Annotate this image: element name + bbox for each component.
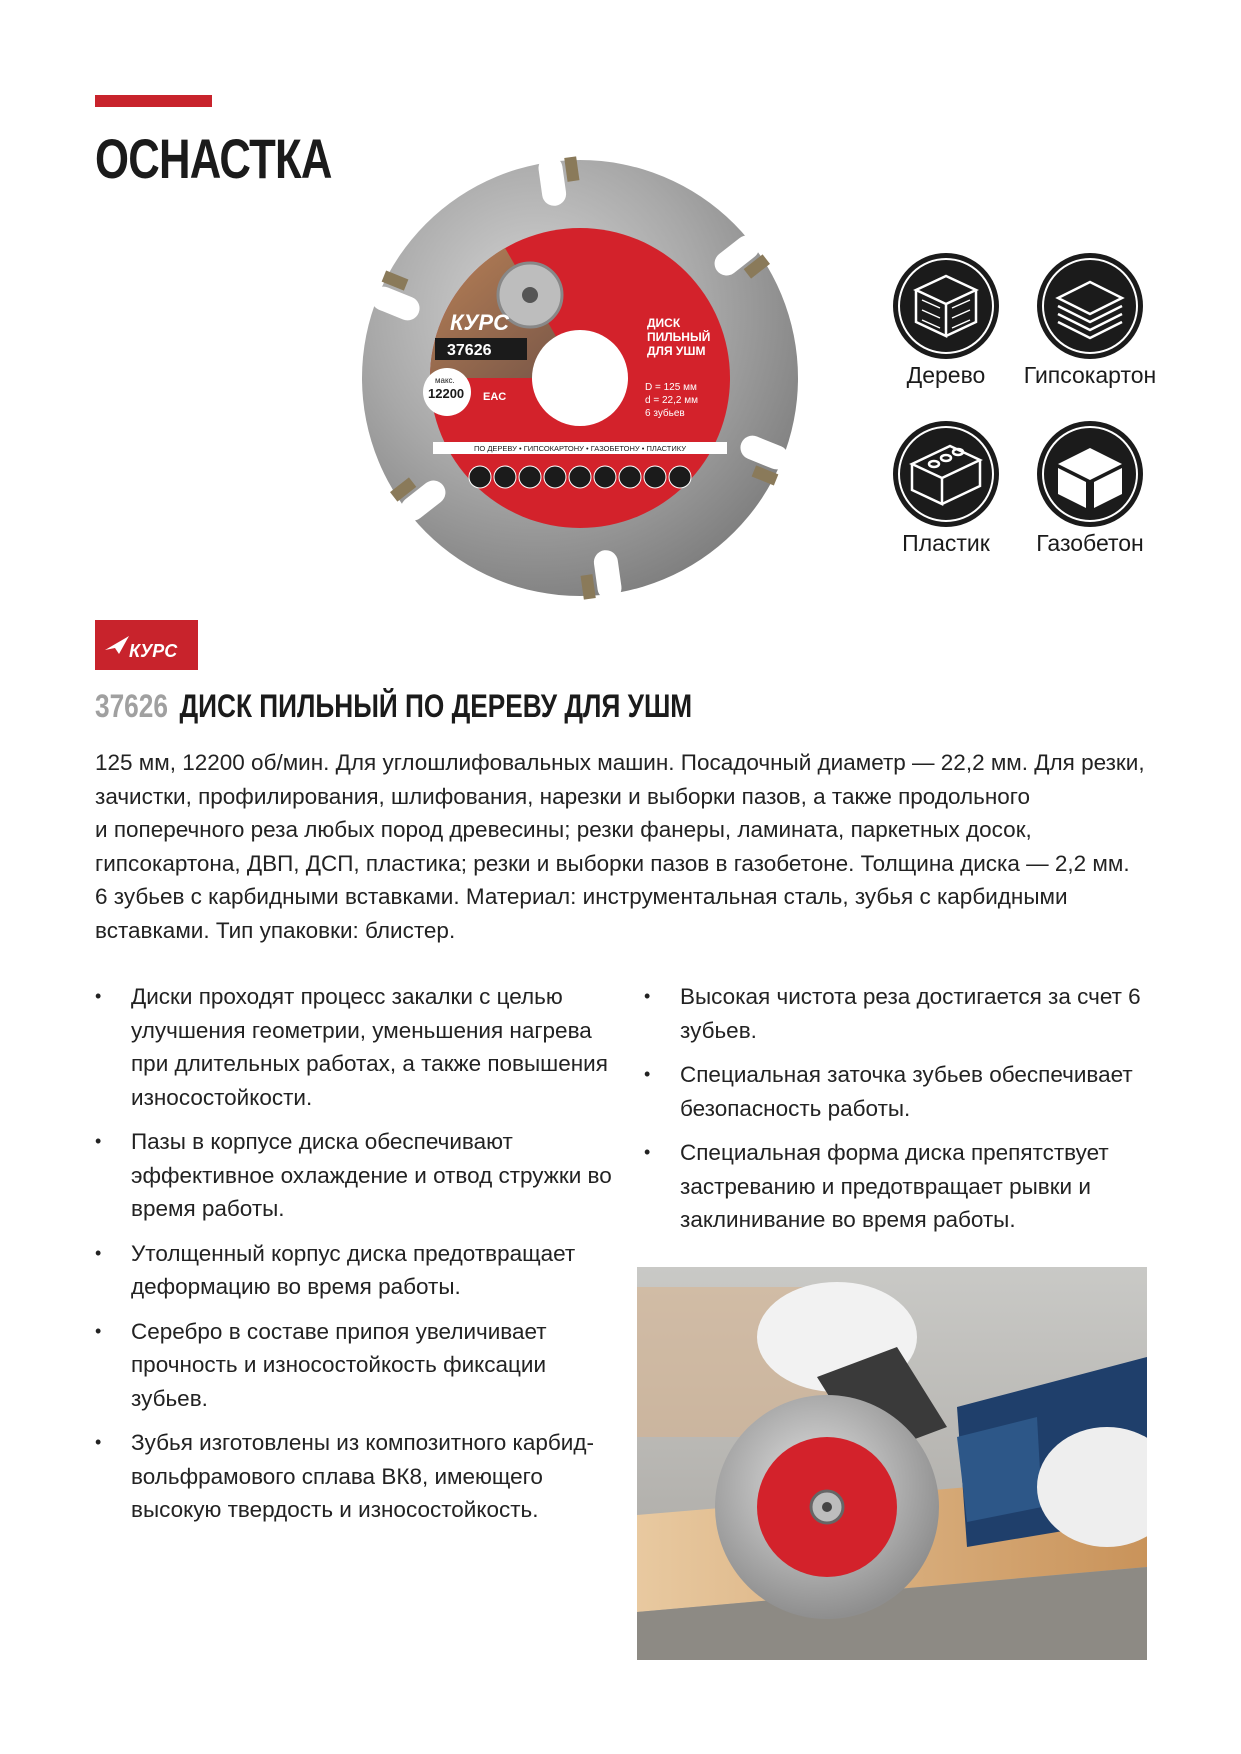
- material-aerated-concrete: [1034, 418, 1146, 535]
- usage-photo: [637, 1267, 1147, 1660]
- product-name: ДИСК ПИЛЬНЫЙ ПО ДЕРЕВУ ДЛЯ УШМ: [179, 688, 693, 724]
- disc-brand-text: КУРС: [450, 310, 509, 335]
- material-plastic: [890, 418, 1002, 535]
- description-line: зачистки, профилирования, шлифования, нарезки и выборки пазов, а также продольного: [95, 783, 1030, 809]
- feature-item: • Зубья изготовлены из композитного карбид-вольфрамового сплава ВК8, имеющего высокую твердость и износостойкость.: [95, 1426, 615, 1527]
- product-description: [95, 746, 1165, 947]
- feature-item: • Серебро в составе припоя увеличивает прочность и износостойкость фиксации зубьев.: [95, 1315, 615, 1416]
- brand-logo: [95, 620, 198, 670]
- description-line: 125 мм, 12200 об/мин. Для углошлифовальных машин. Посадочный диаметр — 22,2 мм. Для резки,: [95, 750, 1145, 775]
- plastic-icon: [890, 418, 1002, 530]
- disc-name-line1: ДИСК: [647, 316, 681, 330]
- feature-item: • Высокая чистота реза достигается за счет 6 зубьев.: [644, 980, 1164, 1047]
- disc-spec3: 6 зубьев: [645, 408, 685, 419]
- feature-item: • Пазы в корпусе диска обеспечивают эффективное охлаждение и отвод стружки во время работы.: [95, 1125, 615, 1226]
- product-heading: [95, 688, 692, 725]
- accent-bar: [95, 95, 212, 107]
- disc-spec2: d = 22,2 мм: [645, 395, 698, 406]
- material-label: Газобетон: [1036, 530, 1144, 556]
- eac-mark: EAC: [483, 391, 507, 403]
- kurs-logo-icon: [95, 620, 198, 670]
- aerated-concrete-icon: [1034, 418, 1146, 530]
- material-label: Пластик: [902, 530, 990, 556]
- feature-item: • Диски проходят процесс закалки с целью улучшения геометрии, уменьшения нагрева при длительных работах, а также повышения износостойкости.: [95, 980, 615, 1114]
- feature-item: • Утолщенный корпус диска предотвращает деформацию во время работы.: [95, 1237, 615, 1304]
- material-wood: [890, 250, 1002, 367]
- description-line: гипсокартона, ДВП, ДСП, пластика; резки и выборки пазов в газобетоне. Толщина диска — 2,2 мм.: [95, 850, 1130, 876]
- rpm-badge-value: 12200: [428, 386, 465, 401]
- features-right: [644, 980, 1164, 1248]
- brand-logo-text: КУРС: [129, 641, 178, 661]
- wood-icon: [890, 250, 1002, 362]
- disc-material-strip: ПО ДЕРЕВУ • ГИПСОКАРТОНУ • ГАЗОБЕТОНУ • ПЛАСТИКУ: [474, 444, 686, 453]
- disc-name-line3: ДЛЯ УШМ: [647, 344, 706, 358]
- description-line: 6 зубьев с карбидными вставками. Материал: инструментальная сталь, зубья с карбидными: [95, 884, 1068, 909]
- feature-item: • Специальная форма диска препятствует застреванию и предотвращает рывки и заклинивание во время работы.: [644, 1136, 1164, 1237]
- disc-spec1: D = 125 мм: [645, 382, 697, 393]
- description-line: и поперечного реза любых пород древесины; резки фанеры, ламината, паркетных досок,: [95, 817, 1032, 842]
- features-left: [95, 980, 615, 1538]
- material-label: Гипсокартон: [1023, 362, 1157, 388]
- disc-code-text: 37626: [447, 342, 492, 359]
- section-title: ОСНАСТКА: [95, 127, 332, 190]
- feature-item: • Специальная заточка зубьев обеспечивает безопасность работы.: [644, 1058, 1164, 1125]
- material-drywall: [1034, 250, 1146, 367]
- grinder-usage-illustration: [637, 1267, 1147, 1660]
- disc-material-icons: [469, 466, 691, 488]
- description-line: вставками. Тип упаковки: блистер.: [95, 917, 456, 943]
- rpm-badge-label: макс.: [435, 376, 455, 385]
- saw-disc-illustration: [355, 150, 805, 610]
- material-label: Дерево: [906, 362, 986, 388]
- drywall-icon: [1034, 250, 1146, 362]
- saw-disc-image: [355, 150, 805, 610]
- disc-name-line2: ПИЛЬНЫЙ: [647, 330, 711, 344]
- product-code: 37626: [95, 688, 168, 724]
